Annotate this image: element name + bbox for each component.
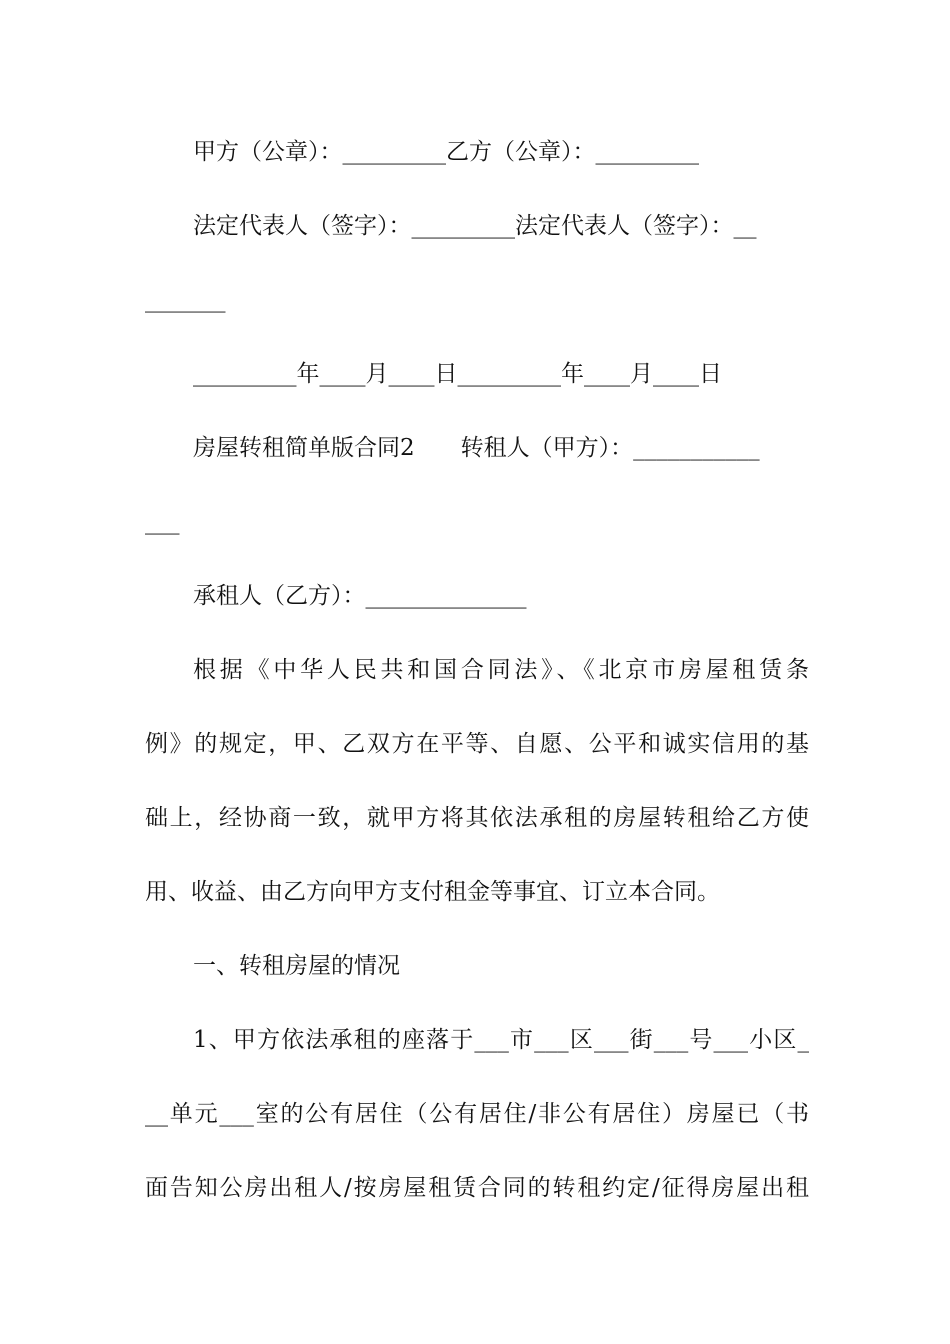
clause-1-line-2: __单元___室的公有居住（公有居住/非公有居住）房屋已（书 — [145, 1101, 809, 1127]
sublessor-line-continued: ___ — [145, 509, 180, 535]
preamble-line-4: 用、收益、由乙方向甲方支付租金等事宜、订立本合同。 — [145, 879, 720, 905]
preamble-line-3: 础上，经协商一致，就甲方将其依法承租的房屋转租给乙方使 — [145, 805, 809, 831]
legal-representative-line: 法定代表人（签字）：_________法定代表人（签字）：__ — [193, 213, 757, 239]
contract-title-sublessor-line: 房屋转租简单版合同2 转租人（甲方）：___________ — [193, 435, 760, 461]
date-line: _________年____月____日_________年____月____日 — [193, 361, 722, 387]
preamble-line-2: 例》的规定，甲、乙双方在平等、自愿、公平和诚实信用的基 — [145, 731, 809, 757]
clause-1-line-1: 1、甲方依法承租的座落于___市___区___街___号___小区_ — [193, 1027, 809, 1053]
lessee-line: 承租人（乙方）：______________ — [193, 583, 527, 609]
clause-1-line-3: 面告知公房出租人/按房屋租赁合同的转租约定/征得房屋出租 — [145, 1175, 809, 1201]
preamble-line-1: 根据《中华人民共和国合同法》、《北京市房屋租赁条 — [193, 657, 809, 683]
signature-party-line: 甲方（公章）：_________乙方（公章）：_________ — [193, 139, 699, 165]
section-heading: 一、转租房屋的情况 — [193, 953, 400, 979]
legal-representative-line-continued: _______ — [145, 287, 226, 313]
